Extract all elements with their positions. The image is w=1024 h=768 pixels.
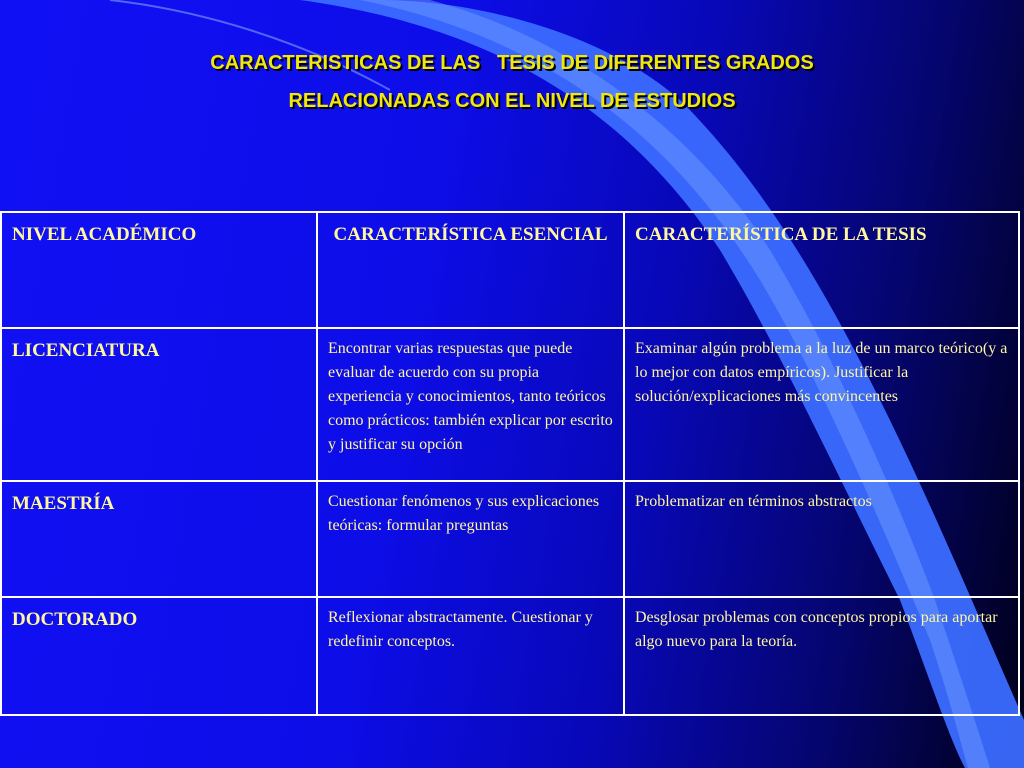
table-cell [624,481,1019,597]
table-cell [317,328,624,481]
table-cell [317,597,624,715]
table-cell [1,328,317,481]
table-row [1,597,1019,715]
thesis-characteristics-table [0,211,1020,716]
row-essential-text: Cuestionar fenómenos y sus explicaciones teóricas: formular preguntas [328,493,600,534]
table-row [1,328,1019,481]
table-cell [1,481,317,597]
row-essential-text: Reflexionar abstractamente. Cuestionar y redefinir conceptos. [328,609,593,650]
table-cell [1,597,317,715]
row-level-label: DOCTORADO [12,609,138,630]
header-cell [317,212,624,328]
row-thesis-text: Examinar algún problema a la luz de un marco teórico(y a lo mejor con datos empíricos). Justificar la solución/explicaciones más convincentes [635,340,1008,405]
row-thesis-text: Desglosar problemas con conceptos propios para aportar algo nuevo para la teoría. [635,609,998,650]
table-row [1,481,1019,597]
header-caracteristica-tesis: CARACTERÍSTICA DE LA TESIS [635,224,927,245]
row-level-label: MAESTRÍA [12,493,115,514]
table-cell [624,597,1019,715]
header-nivel-academico: NIVEL ACADÉMICO [12,224,197,245]
slide-title [0,44,1024,120]
row-thesis-text: Problematizar en términos abstractos [635,493,872,510]
table-cell [317,481,624,597]
table-cell [624,328,1019,481]
slide-title-line-1: CARACTERISTICAS DE LAS TESIS DE DIFERENTES GRADOS [210,52,814,74]
row-level-label: LICENCIATURA [12,340,160,361]
header-cell [624,212,1019,328]
table-header-row [1,212,1019,328]
slide-title-line-2: RELACIONADAS CON EL NIVEL DE ESTUDIOS [288,90,736,112]
row-essential-text: Encontrar varias respuestas que puede evaluar de acuerdo con su propia experiencia y conocimientos, tanto teóricos como prácticos: también explicar por escrito y justificar su opción [328,340,613,453]
header-cell [1,212,317,328]
header-caracteristica-esencial: CARACTERÍSTICA ESENCIAL [333,224,608,245]
